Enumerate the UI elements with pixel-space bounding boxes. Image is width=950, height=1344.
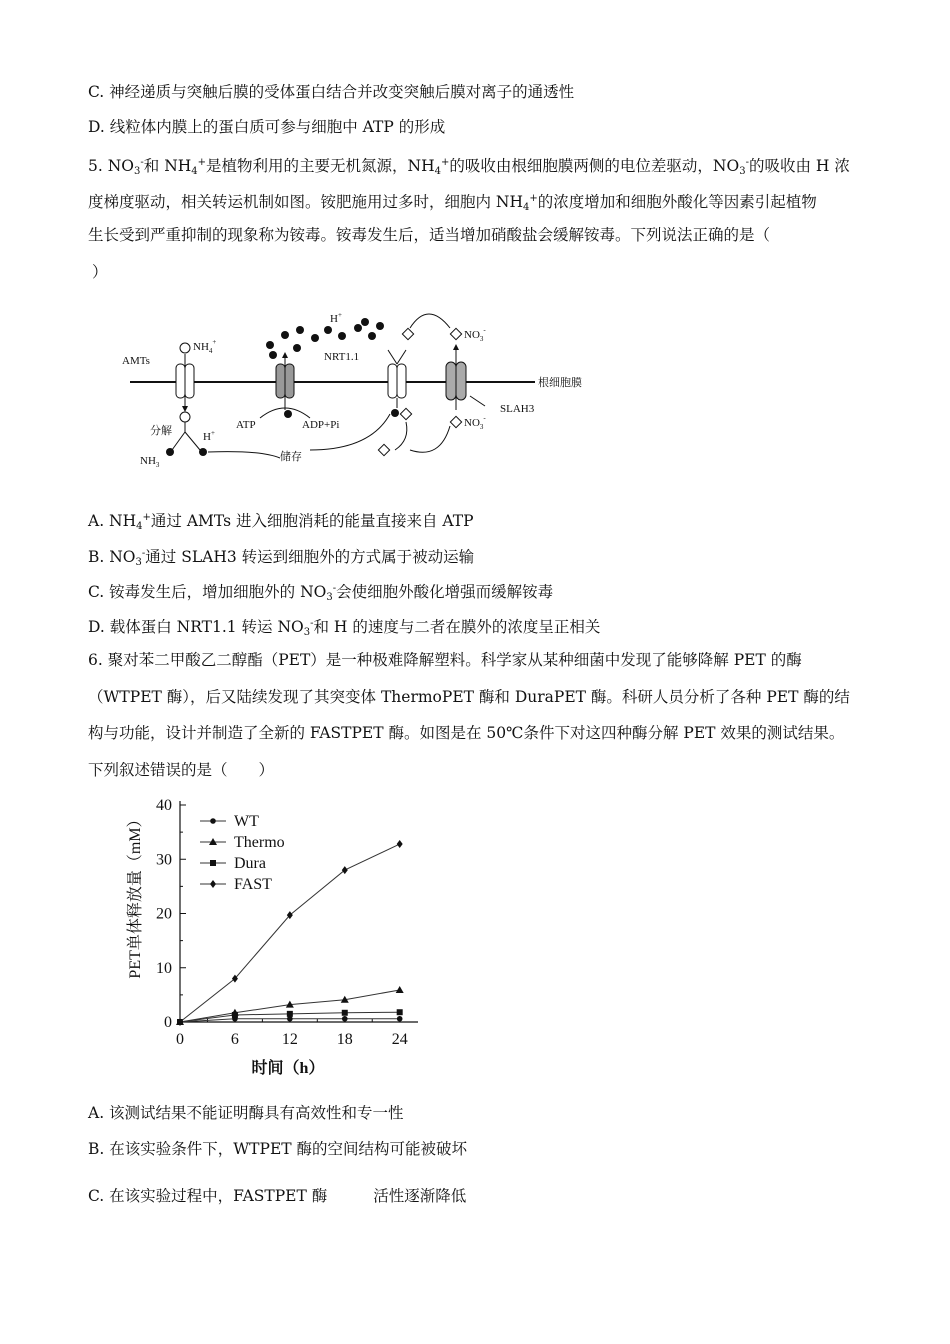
h-in-dot-nrt <box>391 409 399 417</box>
data-point-dura <box>232 1012 238 1018</box>
legend-label: WT <box>234 813 259 830</box>
no3-diamond-store <box>378 444 389 455</box>
q5-stem-line-2: 度梯度驱动，相关转运机制如图。铵肥施用过多时，细胞内 $NH_4^+$的浓度增加和细胞外酸化等因素引起植物 <box>88 193 817 213</box>
no3-diamond-slah-top <box>450 328 461 339</box>
x-tick-label: 12 <box>281 1031 298 1048</box>
q6-stem-line-1: 6. 聚对苯二甲酸乙二醇酯（PET）是一种极难降解塑料。科学家从某种细菌中发现了能够降解 PET 的酶 <box>88 651 802 669</box>
legend-entry-fast <box>200 876 272 893</box>
h-label-low: H+ <box>203 429 215 443</box>
q6-option-b: B. 在该实验条件下，WTPET 酶的空间结构可能被破坏 <box>88 1140 468 1158</box>
fenjie-label: 分解 <box>150 425 172 437</box>
q6-stem-line-3: 构与功能，设计并制造了全新的 FASTPET 酶。如图是在 50℃条件下对这四种酶分解 PET 效果的测试结果。 <box>88 724 845 742</box>
data-point-fast <box>397 840 403 848</box>
amts-label: AMTs <box>122 355 150 367</box>
nh4-label: $NH_4^+$ <box>193 338 217 355</box>
adp-label: ADP+Pi <box>302 419 340 431</box>
h-label-top: H+ <box>330 311 342 325</box>
data-point-wt <box>397 1016 403 1022</box>
y-tick-label: 40 <box>156 797 172 814</box>
h-in-dot-pump <box>284 410 292 418</box>
no3-diamond-top <box>402 328 413 339</box>
data-point-dura <box>287 1011 293 1017</box>
q6-stem-line-4: 下列叙述错误的是（ ） <box>88 761 275 779</box>
nh4-out-circle <box>180 343 190 353</box>
y-tick-label: 10 <box>156 959 172 977</box>
series-line-fast <box>180 844 400 1022</box>
data-point-dura <box>397 1009 403 1015</box>
q4-option-c: C. 神经递质与突触后膜的受体蛋白结合并改变突触后膜对离子的通透性 <box>88 83 575 101</box>
legend-entry-wt <box>200 813 259 830</box>
q5-stem-line-3: 生长受到严重抑制的现象称为铵毒。铵毒发生后，适当增加硝酸盐会缓解铵毒。下列说法正确的是（ <box>88 226 771 244</box>
y-tick-label: 30 <box>156 851 172 869</box>
q5-option-d: D. 载体蛋白 NRT1.1 转运 $NO_3^-$和 H 的速度与二者在膜外的浓度呈正相关 <box>88 618 601 638</box>
q5-stem-line-4: ） <box>92 263 108 281</box>
membrane-label: 根细胞膜 <box>538 377 582 389</box>
nrt-transporter <box>388 364 406 398</box>
legend-marker <box>210 880 216 888</box>
q5-stem-line-1: 5. $NO_3^-$和 $NH_4^+$是植物利用的主要无机氮源，$NH_4^+$的吸收由根细胞膜两侧的电位差驱动，$NO_3^-$的吸收由 H 浓 <box>88 157 850 177</box>
q6-option-c: C. 在该实验过程中，FASTPET 酶 活性逐渐降低 <box>88 1187 467 1205</box>
legend-entry-thermo <box>200 834 285 851</box>
x-tick-label: 6 <box>230 1031 239 1048</box>
chucun-label: 储存 <box>280 451 302 463</box>
pet-release-chart <box>118 790 438 1090</box>
legend-label: Thermo <box>234 834 285 851</box>
atp-label: ATP <box>236 419 256 431</box>
slah3-label: SLAH3 <box>500 403 535 415</box>
no3-label-low: $NO_3^-$ <box>464 414 486 431</box>
chart-y-label: PET单体释放量（mM） <box>127 811 144 979</box>
legend-marker <box>210 818 216 824</box>
chart-x-label: 时间（h） <box>251 1060 325 1077</box>
x-tick-label: 18 <box>336 1031 353 1048</box>
nh3-dot <box>166 448 174 456</box>
legend-label: Dura <box>234 855 266 872</box>
legend-entry-dura <box>200 855 266 872</box>
x-tick-label: 24 <box>391 1031 408 1048</box>
nh3-label: $NH_3$ <box>140 455 160 469</box>
q5-option-b: B. $NO_3^-$通过 SLAH3 转运到细胞外的方式属于被动运输 <box>88 548 475 568</box>
data-point-thermo <box>396 986 404 993</box>
transport-diagram <box>110 300 610 480</box>
q5-option-c: C. 铵毒发生后，增加细胞外的 $NO_3^-$会使细胞外酸化增强而缓解铵毒 <box>88 583 554 603</box>
series-fast <box>177 840 403 1026</box>
y-tick-label: 20 <box>156 905 172 923</box>
y-tick-label: 0 <box>164 1014 172 1031</box>
legend-marker <box>210 860 216 866</box>
no3-diamond-in <box>400 408 411 419</box>
q4-option-d: D. 线粒体内膜上的蛋白质可参与细胞中 ATP 的形成 <box>88 118 446 136</box>
q6-stem-line-2: （WTPET 酶），后又陆续发现了其突变体 ThermoPET 酶和 DuraPET 酶。科研人员分析了各种 PET 酶的结 <box>88 688 850 706</box>
no3-diamond-slah-low <box>450 416 461 427</box>
no3-label-top: $NO_3^-$ <box>464 326 486 343</box>
x-tick-label: 0 <box>176 1031 184 1048</box>
data-point-wt <box>342 1016 348 1022</box>
legend-label: FAST <box>234 876 272 893</box>
data-point-dura <box>342 1010 348 1016</box>
h-dot-low <box>199 448 207 456</box>
data-point-fast <box>342 866 348 874</box>
q5-option-a: A. $NH_4^+$通过 AMTs 进入细胞消耗的能量直接来自 ATP <box>88 512 474 532</box>
nh4-in-circle <box>180 412 190 422</box>
nrt-label: NRT1.1 <box>324 351 360 363</box>
q6-option-a: A. 该测试结果不能证明酶具有高效性和专一性 <box>88 1104 404 1122</box>
